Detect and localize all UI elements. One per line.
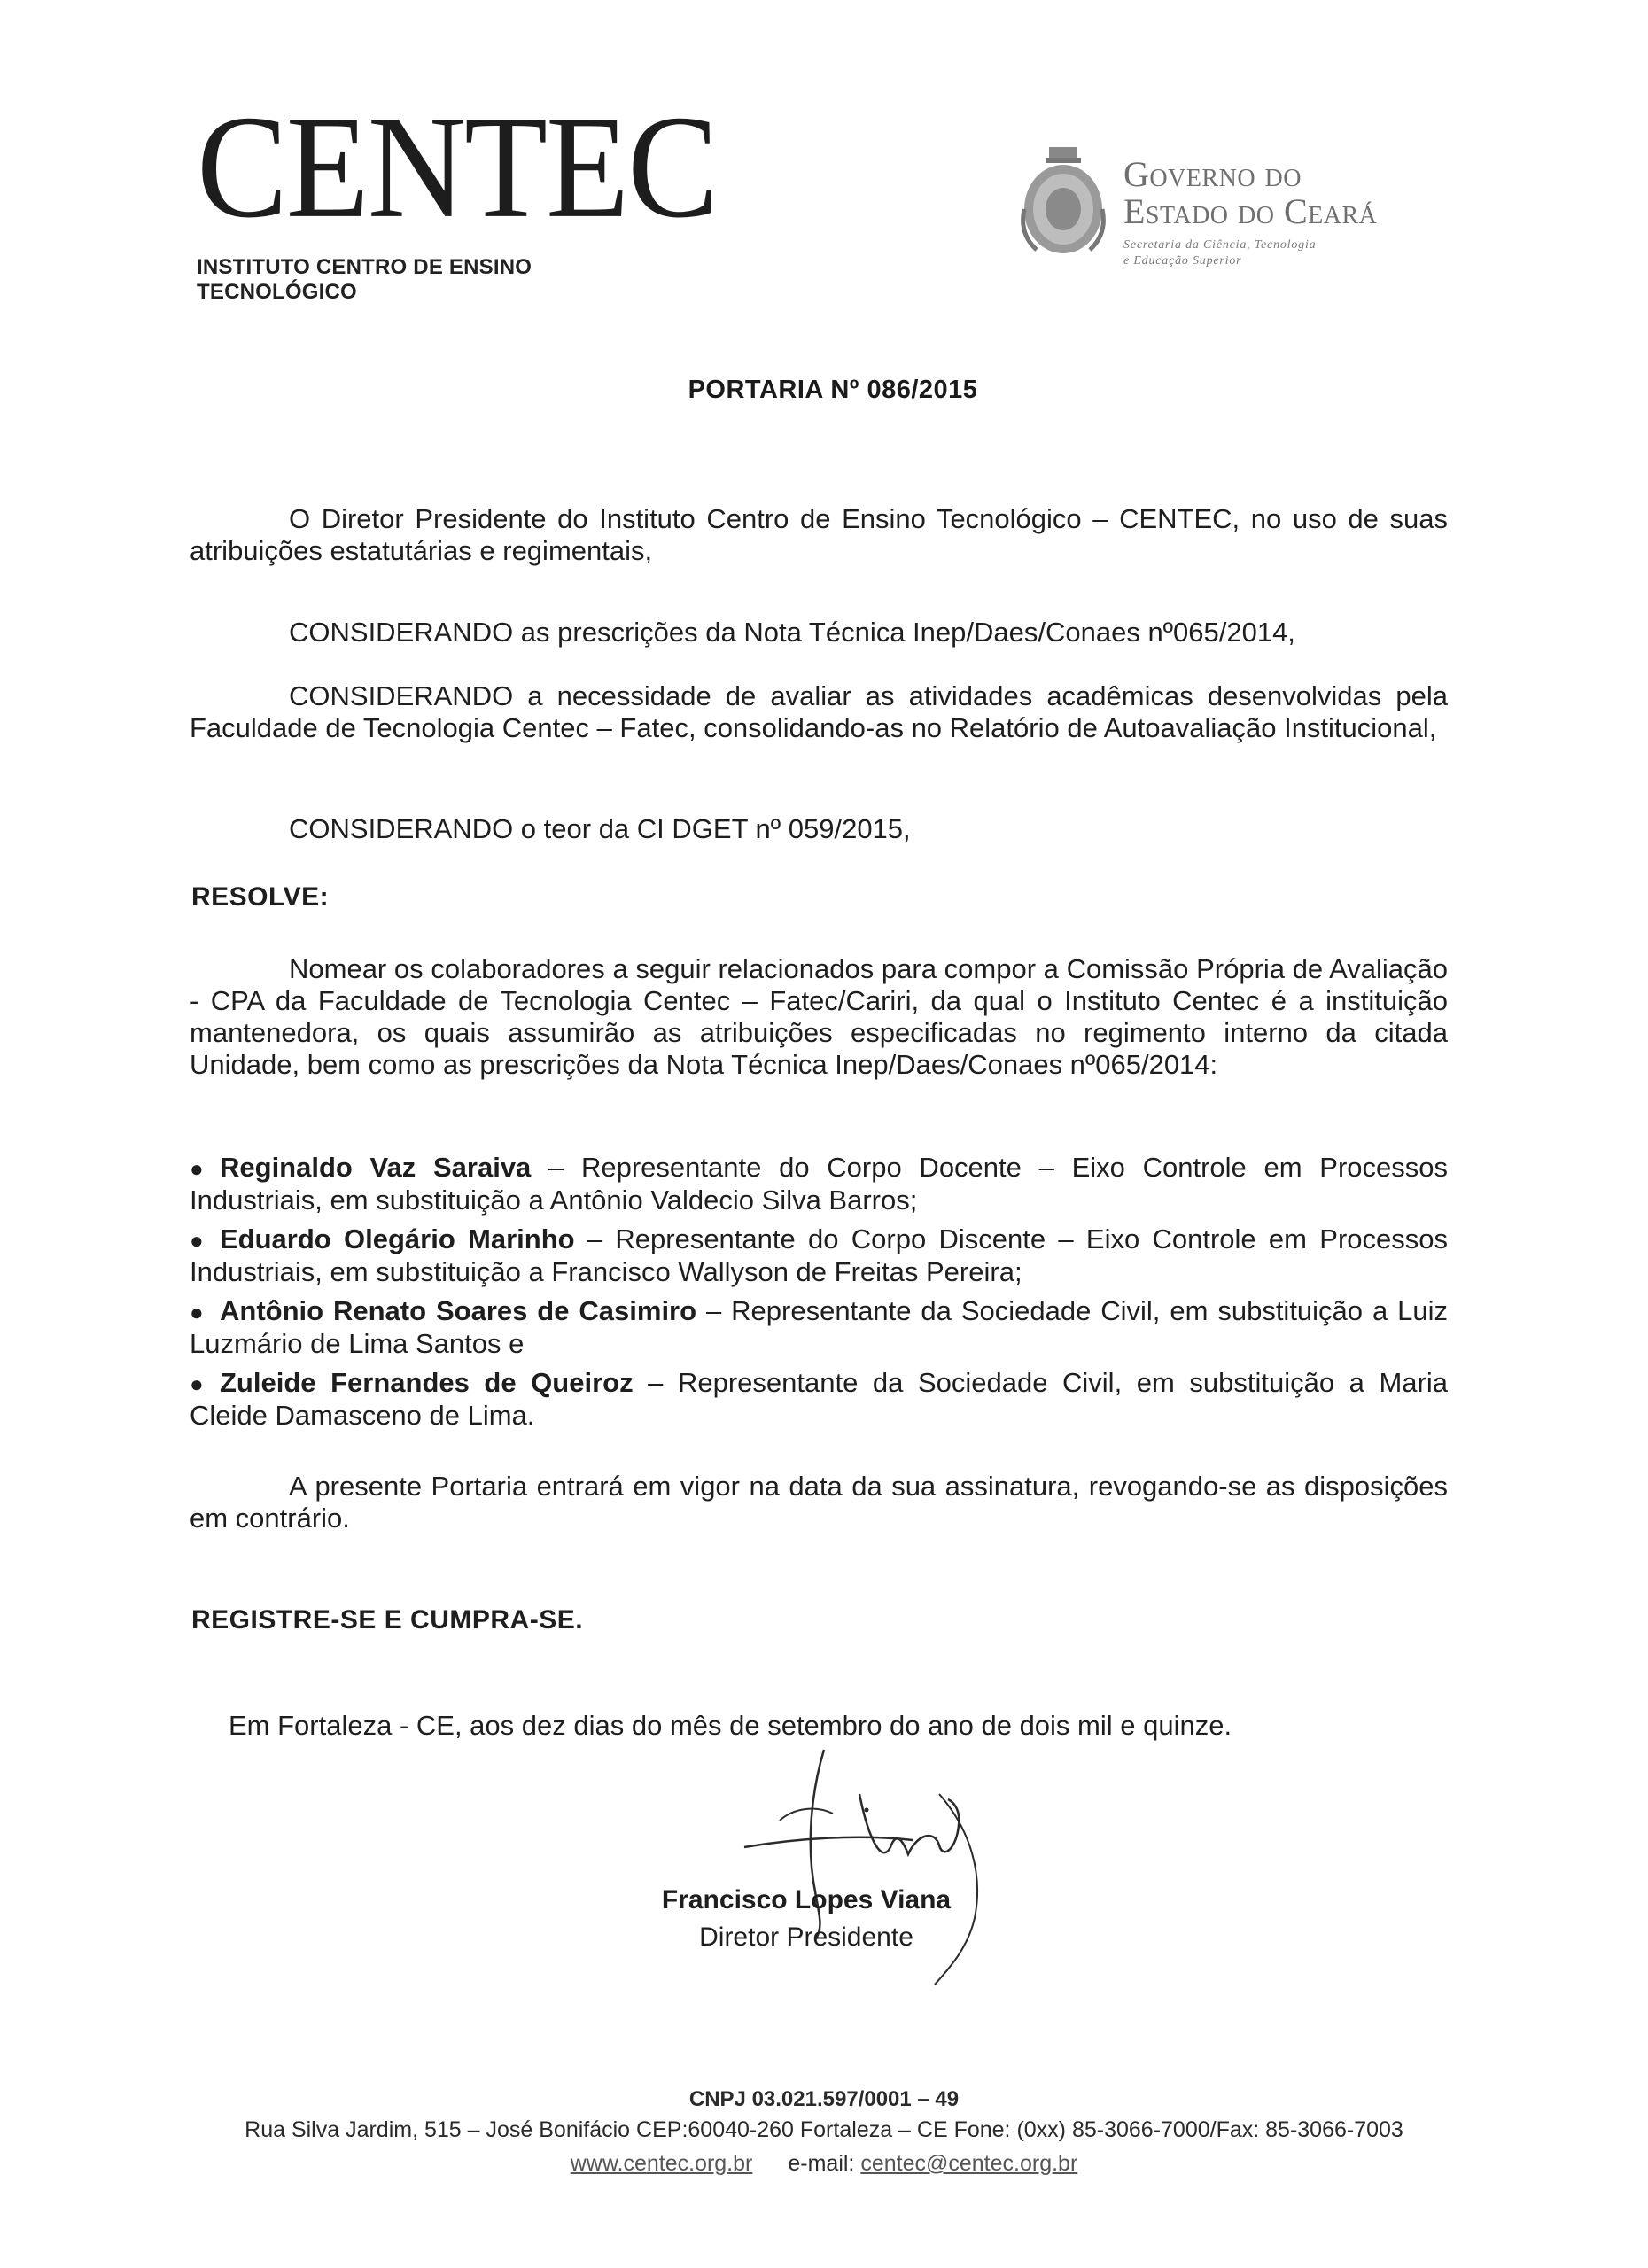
list-item	[190, 1295, 1448, 1360]
resolve-heading: RESOLVE:	[191, 882, 330, 912]
centec-logo	[197, 86, 717, 305]
footer-cnpj: CNPJ 03.021.597/0001 – 49	[688, 2087, 960, 2111]
state-seal-icon	[1019, 145, 1108, 260]
logo-subtitle: INSTITUTO CENTRO DE ENSINO TECNOLÓGICO	[197, 255, 532, 304]
list-item	[190, 1152, 1448, 1216]
signatory-name: Francisco Lopes Viana	[661, 1885, 952, 1915]
gov-line-1: Governo do	[1123, 154, 1302, 194]
member-name: Eduardo Olegário Marinho	[220, 1223, 575, 1254]
document-title: PORTARIA Nº 086/2015	[688, 376, 978, 404]
logo-wordmark: CENTEC	[197, 86, 717, 249]
website-link[interactable]: www.centec.org.br	[570, 2151, 753, 2176]
member-name: Zuleide Fernandes de Queiroz	[220, 1367, 634, 1398]
considerando-2: CONSIDERANDO a necessidade de avaliar as atividades acadêmicas desenvolvidas pela Faculdade de Tecnologia Centec – Fatec, consolidando-as no Relatório de Autoavaliação Institucional,	[190, 680, 1448, 743]
bullet-icon: ●	[190, 1227, 204, 1254]
gov-secretaria-1: Secretaria da Ciência, Tecnologia	[1123, 238, 1317, 252]
gov-secretaria-2: e Educação Superior	[1123, 254, 1242, 268]
gov-line-2: Estado do Ceará	[1123, 191, 1378, 231]
footer-address: Rua Silva Jardim, 515 – José Bonifácio CEP:60040-260 Fortaleza – CE Fone: (0xx) 85-3066-7000/Fax: 85-3066-7003	[245, 2117, 1403, 2142]
considerando-1: CONSIDERANDO as prescrições da Nota Técnica Inep/Daes/Conaes nº065/2014,	[289, 617, 1295, 648]
government-logo	[1019, 140, 1435, 291]
list-item	[190, 1367, 1448, 1432]
email-link[interactable]: centec@centec.org.br	[860, 2151, 1078, 2176]
email-label: e-mail:	[788, 2151, 855, 2176]
member-description: – Representante da Sociedade Civil, em substituição a Luiz Luzmário de Lima Santos e	[190, 1295, 1448, 1359]
signatory-role: Diretor Presidente	[699, 1922, 913, 1952]
date-line: Em Fortaleza - CE, aos dez dias do mês de setembro do ano de dois mil e quinze.	[229, 1710, 1232, 1741]
bullet-icon: ●	[190, 1371, 204, 1397]
nomear-paragraph: Nomear os colaboradores a seguir relacionados para compor a Comissão Própria de Avaliação - CPA da Faculdade de Tecnologia Centec – Fatec/Cariri, da qual o Instituto Centec é a instituição mantenedora, os quais assumirão as atribuições especificadas no regimento interno da citada Unidade, bem como as prescrições da Nota Técnica Inep/Daes/Conaes nº065/2014:	[190, 953, 1448, 1080]
footer-contacts	[0, 2151, 1648, 2177]
member-name: Reginaldo Vaz Saraiva	[220, 1152, 532, 1183]
bullet-icon: ●	[190, 1155, 204, 1182]
member-description: – Representante do Corpo Docente – Eixo Controle em Processos Industriais, em substituição a Antônio Valdecio Silva Barros;	[190, 1152, 1448, 1216]
registre-heading: REGISTRE-SE E CUMPRA-SE.	[191, 1605, 584, 1635]
member-description: – Representante do Corpo Discente – Eixo Controle em Processos Industriais, em substituição a Francisco Wallyson de Freitas Pereira;	[190, 1223, 1448, 1287]
intro-paragraph: O Diretor Presidente do Instituto Centro de Ensino Tecnológico – CENTEC, no uso de suas atribuições estatutárias e regimentais,	[190, 503, 1448, 566]
member-name: Antônio Renato Soares de Casimiro	[220, 1295, 697, 1326]
considerando-3: CONSIDERANDO o teor da CI DGET nº 059/2015,	[289, 813, 911, 844]
members-list	[190, 1152, 1448, 1439]
bullet-icon: ●	[190, 1299, 204, 1325]
member-description: – Representante da Sociedade Civil, em substituição a Maria Cleide Damasceno de Lima.	[190, 1367, 1448, 1431]
list-item	[190, 1223, 1448, 1288]
vigor-paragraph: A presente Portaria entrará em vigor na data da sua assinatura, revogando-se as disposições em contrário.	[190, 1471, 1448, 1534]
